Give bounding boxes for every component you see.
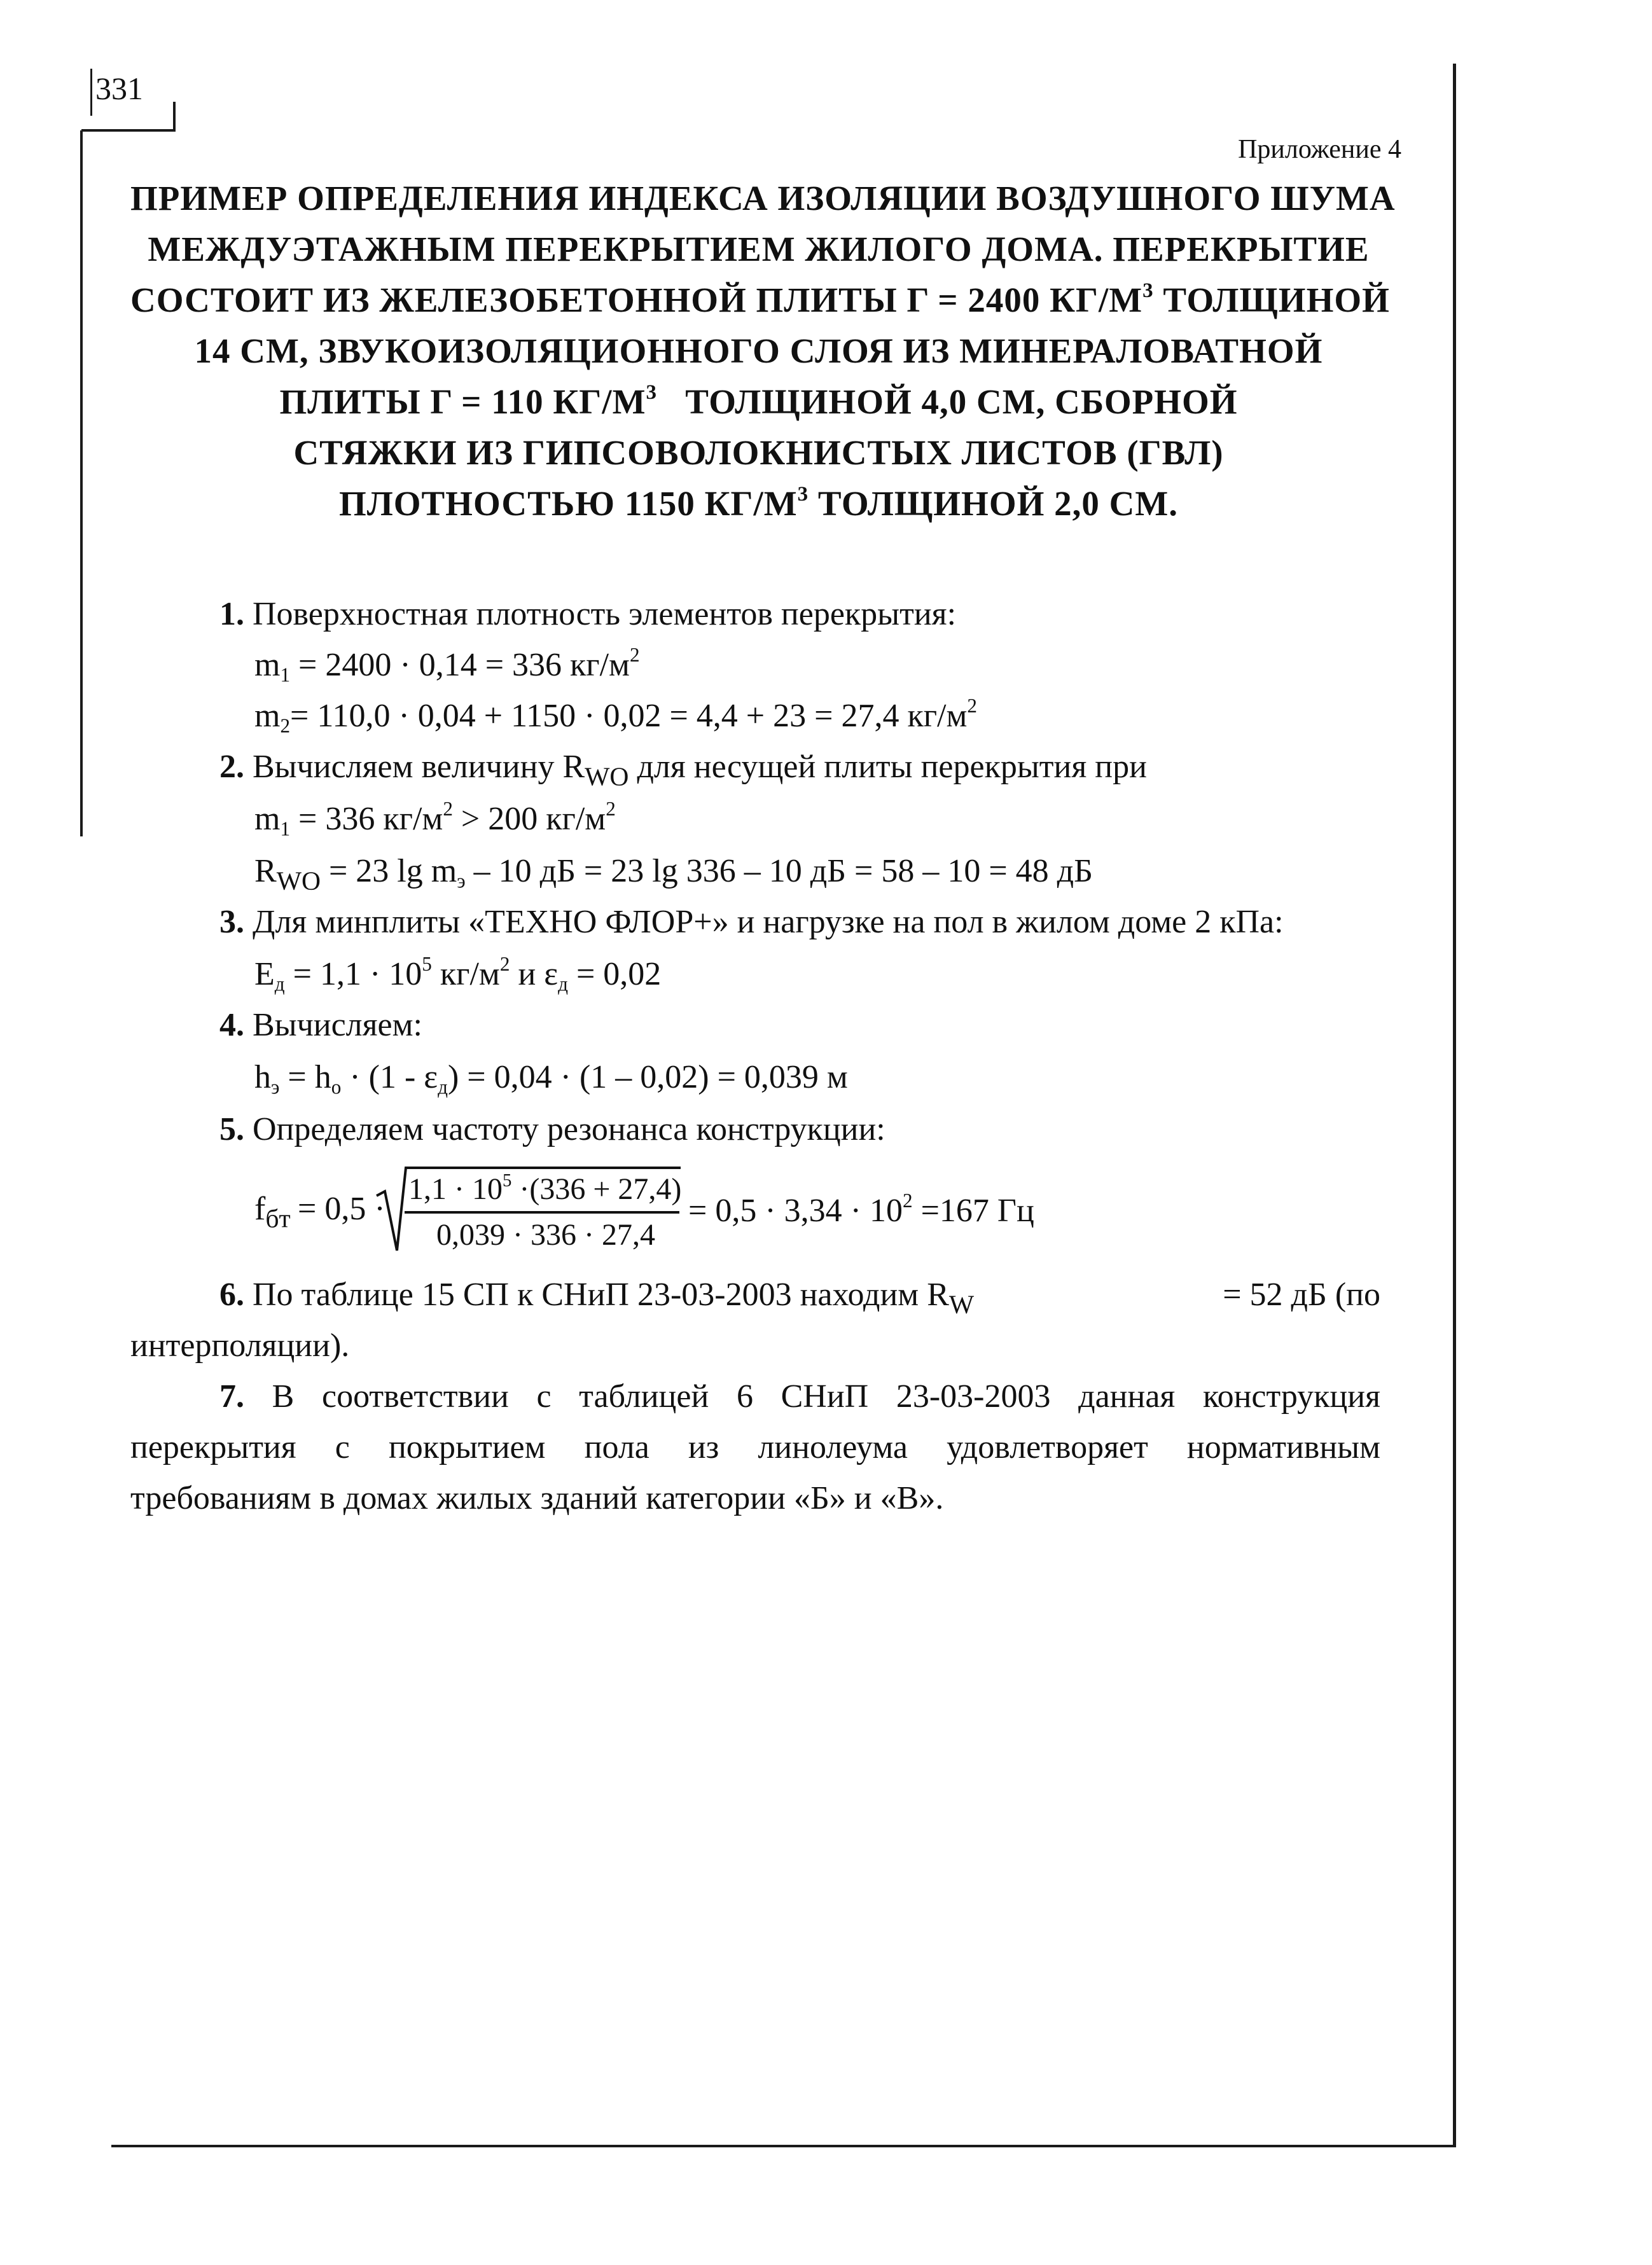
step-2-heading: 2. Вычисляем величину $R_{WO}$ для несущей плиты перекрытия при xyxy=(219,749,1147,791)
title-line-6: СТЯЖКИ ИЗ ГИПСОВОЛОКНИСТЫХ ЛИСТОВ (ГВЛ) xyxy=(293,433,1224,472)
step-2-rwo-formula: $R_{WO} = 23$ $\lg m_э - 10$ дБ = 23 lg 336 – 10 дБ = 58 – 10 = 48 дБ xyxy=(254,853,1093,896)
title-line-2: МЕЖДУЭТАЖНЫМ ПЕРЕКРЫТИЕМ ЖИЛОГО ДОМА. ПЕРЕКРЫТИЕ xyxy=(148,230,1370,268)
step-3-formula: $E_д = 1,1 \cdot 10^5$ $кг/м^2$ и $\varepsilon_д = 0,02$ xyxy=(254,953,662,995)
formula-coefficient: = 0,5 · xyxy=(298,1191,385,1227)
step-2-condition: $m_1 = 336$ $кг/м^2 > 200$ $кг/м^2$ xyxy=(254,798,616,840)
step-7-line-1: 7. В соответствии с таблицей 6 СНиП 23-03-2003 данная конструкция xyxy=(219,1378,1381,1415)
step-6-line-1: 6. По таблице 15 СП к СНиП 23-03-2003 находим $R_W$ = 52 дБ (по xyxy=(219,1277,1380,1319)
step-1-heading: 1. Поверхностная плотность элементов перекрытия: xyxy=(219,596,957,632)
formula-result: = $0,5 \cdot 3,34 \cdot 10^2 =167$ Гц xyxy=(688,1189,1034,1229)
step-7-paragraph xyxy=(130,1371,1380,1524)
step-1-formula-m2: $m_2= 110,0 \cdot 0,04 + 1150 \cdot 0,02 = 4,4 + 23 = 27,4$ $кг/м^2$ xyxy=(254,695,977,737)
formula-denominator: 0,039 · 336 · 27,4 xyxy=(436,1218,655,1252)
title-line-5: ПЛИТЫ Γ = 110 $КГ/М^3$ ТОЛЩИНОЙ 4,0 СМ, СБОРНОЙ xyxy=(279,380,1238,421)
step-4-heading: 4. Вычисляем: xyxy=(219,1007,422,1043)
step-1-formula-m1: $m_1 = 2400 \cdot 0,14 = 336$ $кг/м^2$ xyxy=(254,644,640,686)
step-4-formula: $h_э = h_o \cdot (1 - \varepsilon_д) = 0,04 \cdot (1 - 0,02) = 0,039$ м xyxy=(254,1059,848,1098)
step-6-line-2: интерполяции). xyxy=(130,1327,350,1364)
step-5-heading: 5. Определяем частоту резонанса конструкции: xyxy=(219,1111,885,1147)
title-line-7: ПЛОТНОСТЬЮ 1150 $КГ/М^3$ ТОЛЩИНОЙ 2,0 СМ. xyxy=(338,482,1179,523)
step-6-paragraph xyxy=(130,1270,1380,1371)
step-7-line-2: перекрытия с покрытием пола из линолеума удовлетворяет нормативным xyxy=(130,1429,1380,1465)
title-line-3: СОСТОИТ ИЗ ЖЕЛЕЗОБЕТОННОЙ ПЛИТЫ Γ = 2400 $КГ/М^3$ ТОЛЩИНОЙ xyxy=(130,279,1390,319)
page-number: 331 xyxy=(95,71,143,106)
formula-lhs: $f_{бт}$ xyxy=(254,1191,291,1233)
step-7-line-3: требованиям в домах жилых зданий категории «Б» и «В». xyxy=(130,1480,944,1516)
title-line-4: 14 СМ, ЗВУКОИЗОЛЯЦИОННОГО СЛОЯ ИЗ МИНЕРАЛОВАТНОЙ xyxy=(194,331,1323,370)
title-line-1: ПРИМЕР ОПРЕДЕЛЕНИЯ ИНДЕКСА ИЗОЛЯЦИИ ВОЗДУШНОГО ШУМА xyxy=(130,179,1396,218)
step-3-heading: 3. Для минплиты «ТЕХНО ФЛОР+» и нагрузке на пол в жилом доме 2 кПа: xyxy=(219,904,1284,940)
formula-numerator: $1,1 \cdot 10^5 \cdot(336 + 27,4)$ xyxy=(408,1170,682,1206)
appendix-label: Приложение 4 xyxy=(1238,135,1401,164)
